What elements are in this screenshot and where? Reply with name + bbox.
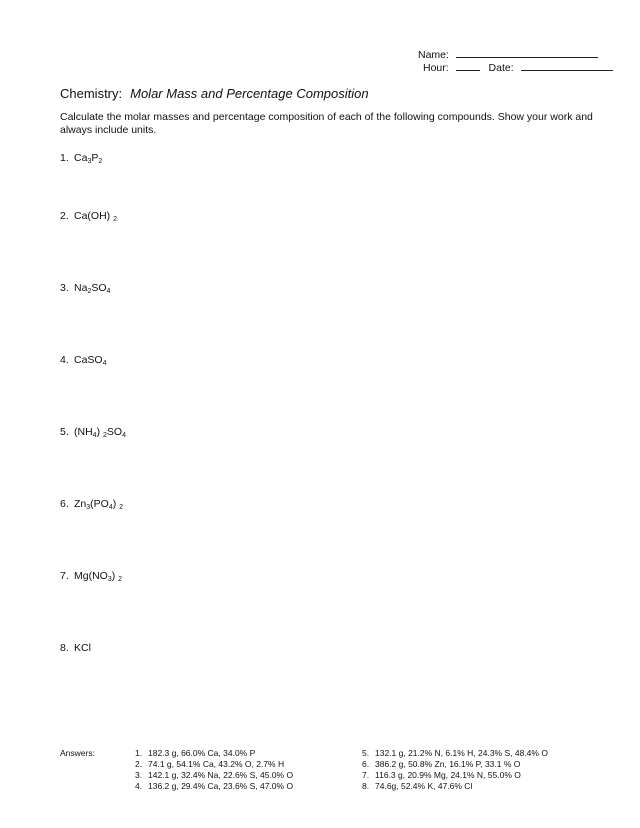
chemical-formula: $(NH_4)$ $_2SO_4$ <box>74 426 126 439</box>
answer-item: 8. 74.6g, 52.4% K, 47.6% Cl <box>362 781 473 791</box>
question-number: 3. <box>60 282 69 294</box>
answers-column-left <box>135 748 293 792</box>
question-number: 5. <box>60 426 69 438</box>
chemical-formula: Ca(OH) $_2$ <box>74 210 117 223</box>
answers-label: Answers: <box>60 748 95 758</box>
chemical-formula: $Ca_3P_2$ <box>74 152 103 165</box>
question-item <box>60 570 122 582</box>
chemical-formula: KCl <box>74 642 91 654</box>
hour-date-line <box>423 60 613 75</box>
question-item <box>60 426 126 438</box>
answer-item: 4. 136.2 g, 29.4% Ca, 23.6% S, 47.0% O <box>135 781 294 791</box>
question-item <box>60 210 117 222</box>
chemical-formula: $Mg(NO_3)$ $_2$ <box>74 570 123 583</box>
answer-item: 1. 182.3 g, 66.0% Ca, 34.0% P <box>135 748 256 758</box>
question-item <box>60 282 110 294</box>
title-topic: Molar Mass and Percentage Composition <box>130 86 369 101</box>
answer-item: 3. 142.1 g, 32.4% Na, 22.6% S, 45.0% O <box>135 770 294 780</box>
answer-item: 6. 386.2 g, 50.8% Zn, 16.1% P, 33.1 % O <box>362 759 521 769</box>
instructions: Calculate the molar masses and percentage composition of each of the following compounds. Show your work and always include units. <box>60 111 593 136</box>
answer-item: 5. 132.1 g, 21.2% N, 6.1% H, 24.3% S, 48.4% O <box>362 748 548 758</box>
question-item <box>60 498 123 510</box>
question-number: 2. <box>60 210 69 222</box>
question-number: 1. <box>60 152 69 164</box>
date-field[interactable] <box>521 60 613 71</box>
hour-label: Hour: <box>423 62 449 74</box>
question-number: 4. <box>60 354 69 366</box>
hour-field[interactable] <box>456 60 480 71</box>
chemical-formula: $Na_2SO_4$ <box>74 282 111 295</box>
chemical-formula: $Zn_3(PO_4)$ $_2$ <box>74 498 124 511</box>
title-subject: Chemistry: <box>60 86 123 101</box>
chemical-formula: CaSO$_4$ <box>74 354 107 367</box>
question-number: 6. <box>60 498 69 510</box>
question-number: 7. <box>60 570 69 582</box>
page-title <box>60 86 369 101</box>
name-label: Name: <box>418 49 449 61</box>
question-item <box>60 642 91 654</box>
question-number: 8. <box>60 642 69 654</box>
answer-item: 7. 116.3 g, 20.9% Mg, 24.1% N, 55.0% O <box>362 770 521 780</box>
question-item <box>60 354 107 366</box>
question-item <box>60 152 102 164</box>
answers-column-right <box>362 748 548 792</box>
answer-item: 2. 74.1 g, 54.1% Ca, 43.2% O, 2.7% H <box>135 759 285 769</box>
date-label: Date: <box>488 62 514 74</box>
name-field[interactable] <box>456 47 598 58</box>
